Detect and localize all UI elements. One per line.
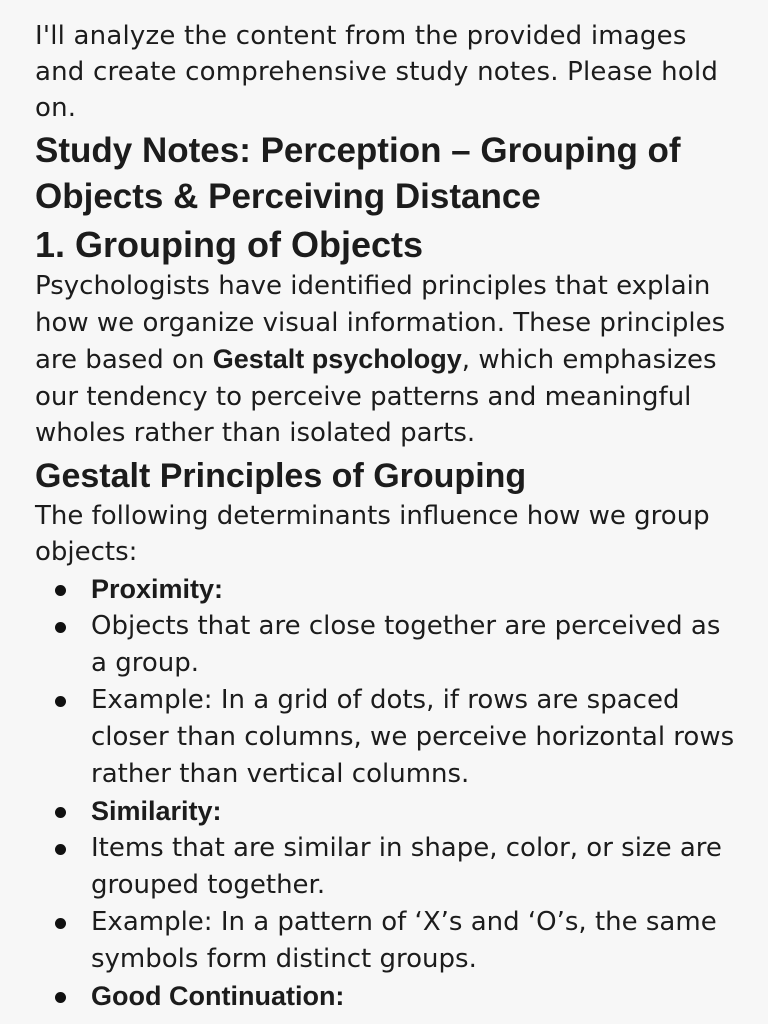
principles-list xyxy=(35,571,740,1015)
intro-text: I'll analyze the content from the provided images and create comprehensive study notes. Please hold on. xyxy=(35,21,719,123)
list-item xyxy=(35,682,740,793)
section-heading-grouping: 1. Grouping of Objects xyxy=(35,224,424,265)
paragraph-text-end: , which emphasizes our tendency to perceive patterns and meaningful wholes rather than isolated parts. xyxy=(35,345,717,448)
list-item xyxy=(35,830,740,904)
list-item-good-continuation xyxy=(35,978,740,1015)
list-item-text: Objects that are close together are perceived as a group. xyxy=(91,610,721,678)
bullet-icon xyxy=(55,992,66,1003)
bullet-icon xyxy=(55,918,66,929)
subsection-lead: The following determinants influence how we group objects: xyxy=(35,500,710,567)
list-item xyxy=(35,904,740,978)
bullet-icon xyxy=(55,622,66,633)
list-item-text: Good Continuation: xyxy=(91,980,345,1011)
section-paragraph xyxy=(35,268,740,452)
paragraph-text-start: Psychologists have identified principles that explain how we organize visual information. These principles are based on xyxy=(35,271,726,375)
list-item xyxy=(35,608,740,682)
bullet-icon xyxy=(55,585,66,596)
list-item-text: Proximity: xyxy=(91,573,224,604)
list-item-similarity xyxy=(35,793,740,830)
bullet-icon xyxy=(55,844,66,855)
list-item-text: Example: In a pattern of ‘X’s and ‘O’s, the same symbols form distinct groups. xyxy=(91,906,717,974)
list-item-proximity xyxy=(35,571,740,608)
list-item-text: Similarity: xyxy=(91,795,222,826)
list-item-text: Items that are similar in shape, color, or size are grouped together. xyxy=(91,832,722,900)
bullet-icon xyxy=(55,807,66,818)
list-item-text: Example: In a grid of dots, if rows are spaced closer than columns, we perceive horizontal rows rather than vertical columns. xyxy=(91,684,735,789)
subsection-heading-gestalt: Gestalt Principles of Grouping xyxy=(35,456,527,495)
page-title: Study Notes: Perception – Grouping of Objects & Perceiving Distance xyxy=(35,131,681,216)
bullet-icon xyxy=(55,696,66,707)
document-content xyxy=(35,18,740,1015)
gestalt-psychology-term: Gestalt psychology xyxy=(212,344,462,374)
